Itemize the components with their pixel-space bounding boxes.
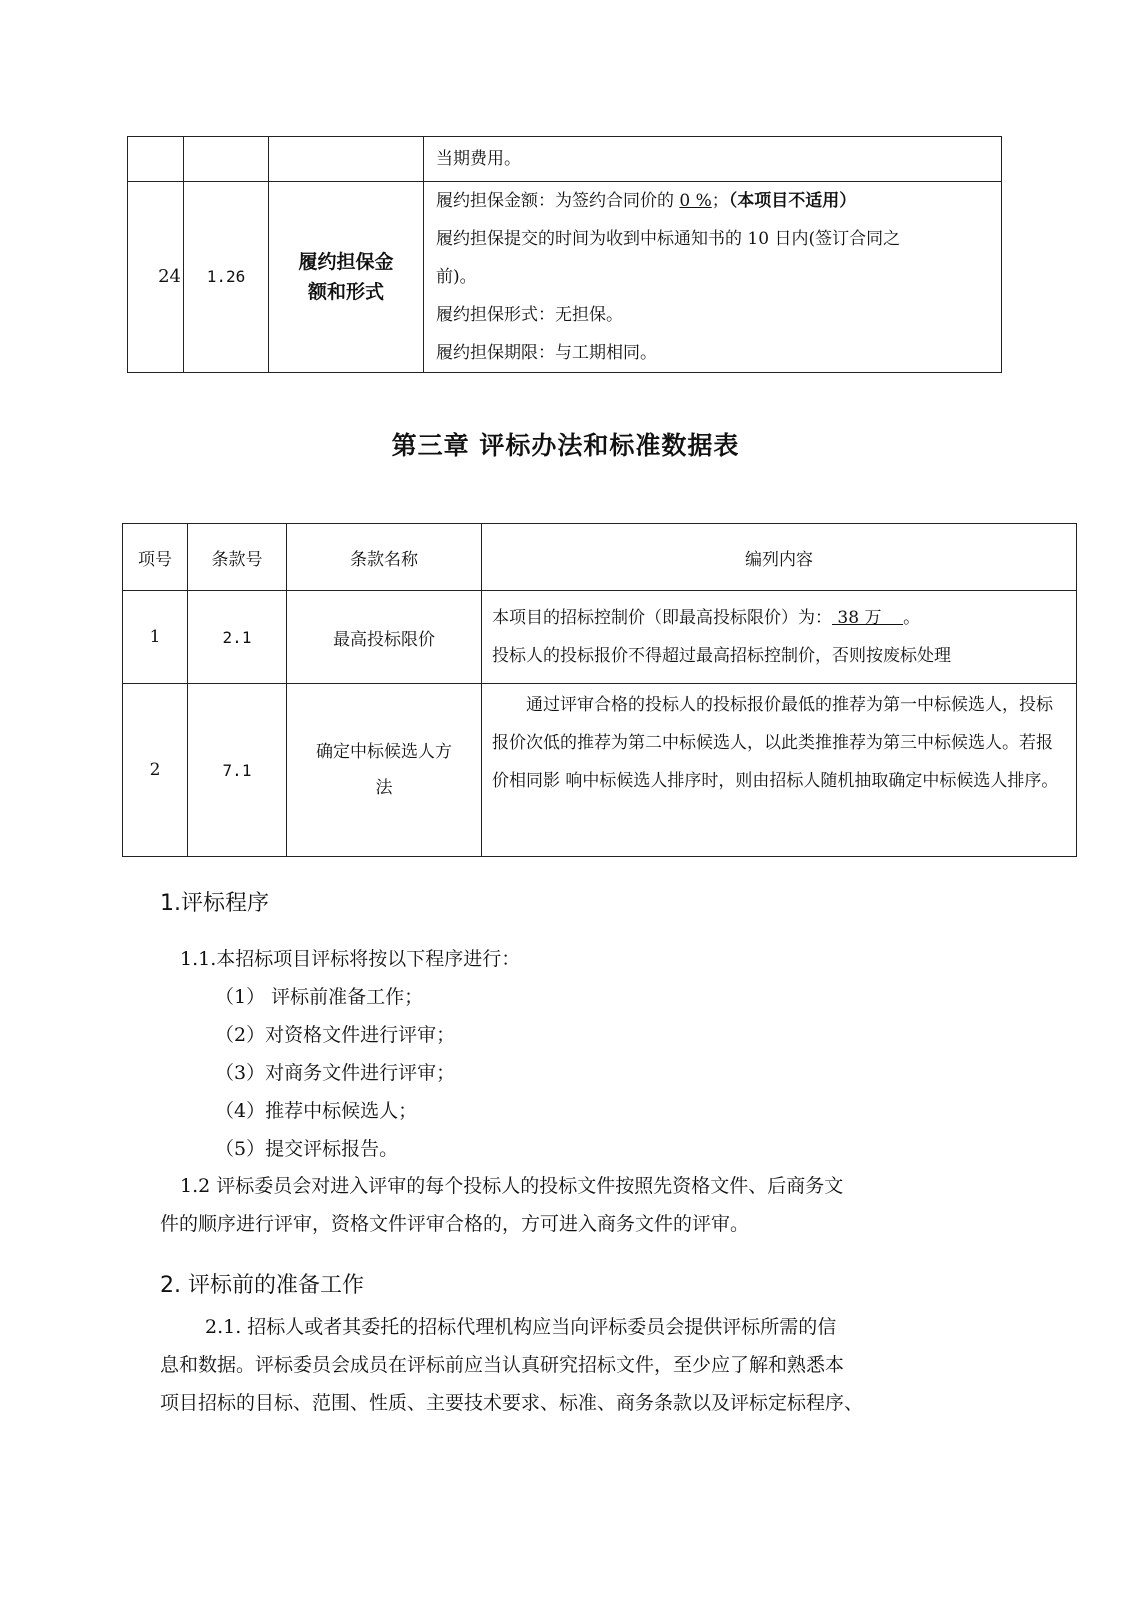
clause-name: 最高投标限价 bbox=[287, 591, 482, 684]
list-item: （3）对商务文件进行评审； bbox=[215, 1062, 456, 1084]
separator: ； bbox=[711, 191, 729, 211]
section-heading: 2. 评标前的准备工作 bbox=[160, 1273, 364, 1298]
section-heading: 1.评标程序 bbox=[160, 891, 269, 916]
content-line: 履约担保形式：无担保。 bbox=[436, 305, 623, 325]
clause-cell bbox=[184, 182, 269, 373]
content-line bbox=[492, 599, 1068, 637]
table-row bbox=[123, 591, 1077, 684]
content-cell bbox=[424, 182, 1002, 373]
content-text: 当期费用。 bbox=[436, 149, 521, 169]
paragraph-line: 项目招标的目标、范围、性质、主要技术要求、标准、商务条款以及评标定标程序、 bbox=[160, 1392, 864, 1414]
clause-name-line1: 确定中标候选人方 bbox=[316, 742, 452, 762]
list-item: （2）对资格文件进行评审； bbox=[215, 1024, 456, 1046]
row-index: 2 bbox=[123, 684, 188, 857]
table-row bbox=[128, 137, 1002, 182]
content-line: 投标人的投标报价不得超过最高招标控制价，否则按废标处理 bbox=[492, 646, 951, 666]
price-label: 本项目的招标控制价（即最高投标限价）为： bbox=[492, 608, 832, 628]
clause-number: 2.1 bbox=[188, 591, 287, 684]
header-clause: 条款号 bbox=[188, 524, 287, 591]
list-item: （4）推荐中标候选人； bbox=[215, 1100, 418, 1122]
clause-number: 7.1 bbox=[188, 684, 287, 857]
content-line: 履约担保提交的时间为收到中标通知书的 10 日内(签订合同之 bbox=[436, 229, 901, 249]
index-cell bbox=[128, 182, 184, 373]
paragraph-line: 2.1. 招标人或者其委托的招标代理机构应当向评标委员会提供评标所需的信 bbox=[205, 1316, 837, 1338]
content-line bbox=[436, 182, 1001, 220]
paragraph-line: 件的顺序进行评审，资格文件评审合格的，方可进入商务文件的评审。 bbox=[160, 1213, 750, 1235]
list-item: （5）提交评标报告。 bbox=[215, 1138, 399, 1160]
chapter-title: 第三章 评标办法和标准数据表 bbox=[391, 431, 740, 460]
content-cell bbox=[482, 591, 1077, 684]
guarantee-amount-value: 0 % bbox=[679, 191, 712, 211]
index-cell bbox=[128, 137, 184, 182]
header-content: 编列内容 bbox=[482, 524, 1077, 591]
guarantee-amount-label: 履约担保金额：为签约合同价的 bbox=[436, 191, 680, 211]
paragraph-line: 1.2 评标委员会对进入评审的每个投标人的投标文件按照先资格文件、后商务文 bbox=[180, 1175, 844, 1197]
clause-name bbox=[287, 684, 482, 857]
clause-cell bbox=[184, 137, 269, 182]
header-name: 条款名称 bbox=[287, 524, 482, 591]
content-cell bbox=[424, 137, 1002, 182]
clause-name-line2: 额和形式 bbox=[307, 281, 384, 303]
header-index: 项号 bbox=[123, 524, 188, 591]
row-index: 1 bbox=[123, 591, 188, 684]
paragraph-line: 息和数据。评标委员会成员在评标前应当认真研究招标文件，至少应了解和熟悉本 bbox=[160, 1354, 845, 1376]
list-item: （1） 评标前准备工作； bbox=[215, 986, 424, 1008]
evaluation-data-table bbox=[122, 523, 1077, 857]
clause-number: 1.26 bbox=[206, 267, 246, 286]
performance-guarantee-table bbox=[127, 136, 1002, 373]
content-line: 履约担保期限：与工期相同。 bbox=[436, 343, 657, 363]
max-price-value: 38 万 bbox=[832, 608, 904, 628]
paragraph: 1.1.本招标项目评标将按以下程序进行： bbox=[180, 948, 521, 970]
name-cell bbox=[269, 182, 424, 373]
clause-name-line2: 法 bbox=[375, 778, 393, 798]
row-index: 24 bbox=[158, 266, 181, 287]
table-row bbox=[123, 684, 1077, 857]
table-row bbox=[128, 182, 1002, 373]
not-applicable-note: （本项目不适用） bbox=[728, 191, 857, 211]
name-cell bbox=[269, 137, 424, 182]
content-line: 前)。 bbox=[436, 267, 477, 287]
table-header-row bbox=[123, 524, 1077, 591]
content-cell: 通过评审合格的投标人的投标报价最低的推荐为第一中标候选人，投标报价次低的推荐为第二中标候选人，以此类推推荐为第三中标候选人。若报价相同影 响中标候选人排序时，则由招标人随机抽取确定中标候选人排序。 bbox=[482, 684, 1077, 857]
clause-name-line1: 履约担保金 bbox=[298, 251, 394, 273]
period: 。 bbox=[903, 608, 921, 628]
